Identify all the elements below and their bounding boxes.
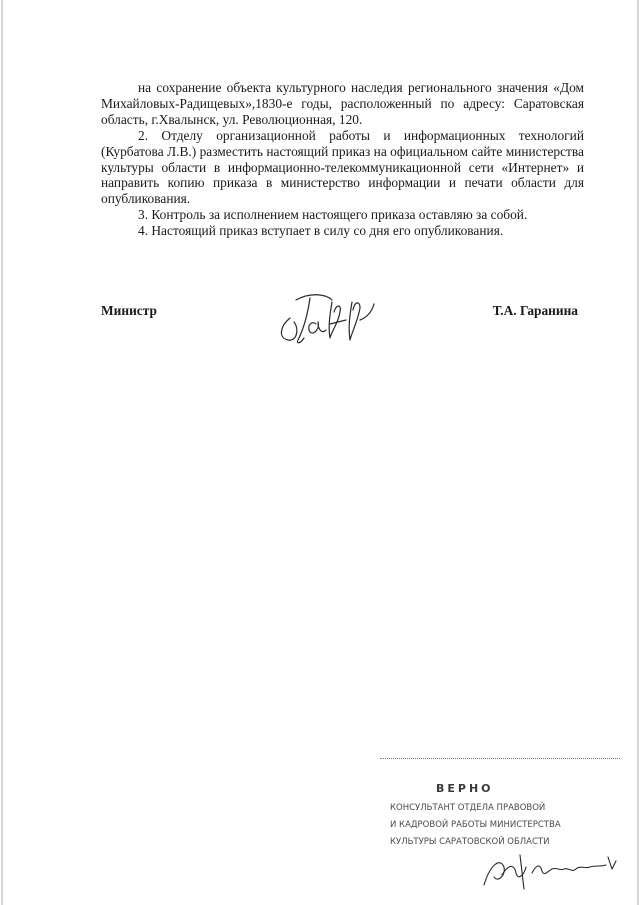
stamp-line-2: И КАДРОВОЙ РАБОТЫ МИНИСТЕРСТВА: [390, 820, 561, 830]
handwritten-signature: [276, 290, 386, 350]
paragraph-2: 2. Отделу организационной работы и информационных технологий (Курбатова Л.В.) разместить настоящий приказ на официальном сайте министерства культуры области в информационно-телекоммуникационной сети «Интернет» и направить копию приказа в министерство информации и печати области для опубликования.: [101, 127, 584, 207]
scan-edge-left: [1, 0, 3, 905]
signature-block: [101, 300, 584, 360]
dotted-line: [380, 758, 620, 759]
paragraph-4: 4. Настоящий приказ вступает в силу со дня его опубликования.: [138, 223, 504, 239]
stamp-signature: [480, 845, 630, 895]
document-body: [101, 80, 584, 239]
stamp-title: ВЕРНО: [436, 782, 494, 795]
paragraph-1: на сохранение объекта культурного наследия регионального значения «Дом Михайловых-Радищевых»,1830-е годы, расположенный по адресу: Саратовская область, г.Хвалынск, ул. Революционная, 120.: [101, 80, 584, 127]
stamp-line-1: КОНСУЛЬТАНТ ОТДЕЛА ПРАВОВОЙ: [390, 803, 546, 813]
certification-stamp: [380, 740, 640, 900]
signatory-role: Министр: [101, 303, 157, 318]
stamp-line-3: КУЛЬТУРЫ САРАТОВСКОЙ ОБЛАСТИ: [390, 837, 550, 847]
signatory-name: Т.А. Гаранина: [492, 303, 578, 318]
paragraph-3: 3. Контроль за исполнением настоящего приказа оставляю за собой.: [138, 207, 528, 223]
stamp-text: [390, 800, 630, 851]
